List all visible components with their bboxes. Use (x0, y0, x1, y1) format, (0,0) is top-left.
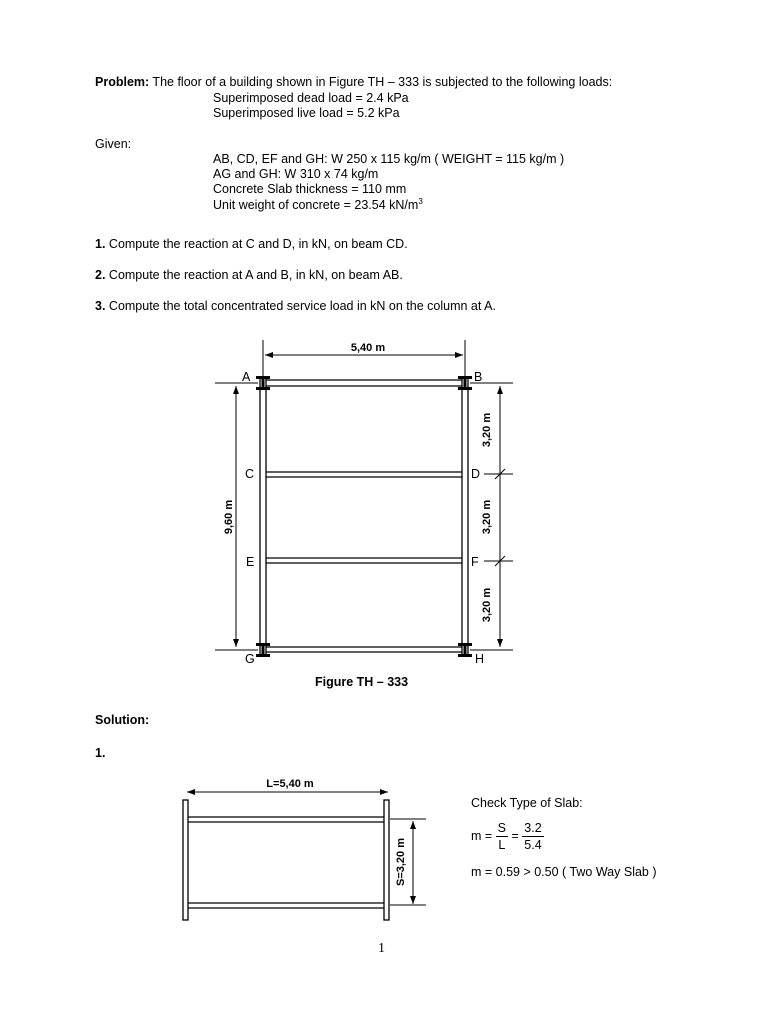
arrowhead (410, 821, 416, 829)
slab-panel-figure (0, 770, 768, 930)
column-section-h (458, 654, 472, 657)
solution-step-number: 1. (95, 746, 106, 760)
problem-statement (95, 75, 612, 90)
live-load: Superimposed live load = 5.2 kPa (213, 106, 400, 120)
question-text: Compute the total concentrated service load in kN on the column at A. (105, 299, 496, 313)
question-number: 3. (95, 299, 106, 313)
question-3 (95, 299, 496, 314)
span-dim-label: S=3,20 m (395, 837, 407, 887)
span-dim-label: 3,20 m (481, 587, 493, 623)
given-item: AG and GH: W 310 x 74 kg/m (213, 167, 379, 181)
question-1 (95, 237, 408, 252)
problem-text: The floor of a building shown in Figure TH – 333 is subjected to the following loads: (149, 75, 613, 89)
column-section-a (256, 387, 270, 390)
length-dim-label: L=5,40 m (266, 778, 314, 790)
point-label-h: H (475, 652, 485, 666)
solution-label: Solution: (95, 713, 150, 727)
floor-framing-figure (0, 330, 768, 670)
unit-weight-text: Unit weight of concrete = 23.54 kN/m (213, 198, 419, 212)
symbolic-fraction (496, 820, 508, 853)
arrowhead (380, 789, 388, 795)
arrowhead (265, 352, 273, 358)
girder-left (183, 800, 188, 920)
span-dim-label: 3,20 m (481, 412, 493, 448)
question-text: Compute the reaction at A and B, in kN, on beam AB. (105, 268, 403, 282)
height-dim-label: 9,60 m (223, 499, 235, 535)
point-label-d: D (471, 467, 481, 481)
width-dim-label: 5,40 m (350, 342, 386, 354)
question-number: 2. (95, 268, 106, 282)
check-result: m = 0.59 > 0.50 ( Two Way Slab ) (471, 865, 657, 879)
arrowhead (233, 386, 239, 394)
problem-label: Problem: (95, 75, 150, 89)
fraction-denominator: 5.4 (524, 838, 542, 852)
column-section-b (458, 387, 472, 390)
point-label-c: C (245, 467, 255, 481)
fraction-numerator: 3.2 (524, 821, 542, 835)
check-title: Check Type of Slab: (471, 796, 583, 810)
column-section-g (256, 654, 270, 657)
given-item: Concrete Slab thickness = 110 mm (213, 182, 407, 196)
fraction-denominator: L (498, 838, 506, 852)
equals-sign: = (511, 829, 519, 843)
arrowhead (497, 639, 503, 647)
unit-superscript: 3 (418, 196, 423, 206)
question-number: 1. (95, 237, 106, 251)
span-dim-label: 3,20 m (481, 499, 493, 535)
figure-caption: Figure TH – 333 (315, 675, 409, 689)
arrowhead (455, 352, 463, 358)
question-2 (95, 268, 403, 283)
given-label: Given: (95, 137, 132, 151)
point-label-b: B (474, 370, 483, 384)
m-equals: m = (471, 829, 493, 843)
arrowhead (497, 386, 503, 394)
given-item: AB, CD, EF and GH: W 250 x 115 kg/m ( WEIGHT = 115 kg/m ) (213, 152, 565, 166)
page-number: 1 (378, 941, 385, 956)
fraction-numerator: S (497, 821, 507, 835)
girder-right (384, 800, 389, 920)
numeric-fraction (522, 820, 543, 853)
point-label-a: A (242, 370, 251, 384)
arrowhead (233, 639, 239, 647)
point-label-g: G (245, 652, 255, 666)
arrowhead (187, 789, 195, 795)
question-text: Compute the reaction at C and D, in kN, on beam CD. (105, 237, 408, 251)
given-item-unit-weight (213, 198, 423, 213)
dead-load: Superimposed dead load = 2.4 kPa (213, 91, 409, 105)
arrowhead (410, 896, 416, 904)
m-ratio-equation (471, 820, 544, 853)
point-label-e: E (246, 555, 255, 569)
point-label-f: F (471, 555, 479, 569)
